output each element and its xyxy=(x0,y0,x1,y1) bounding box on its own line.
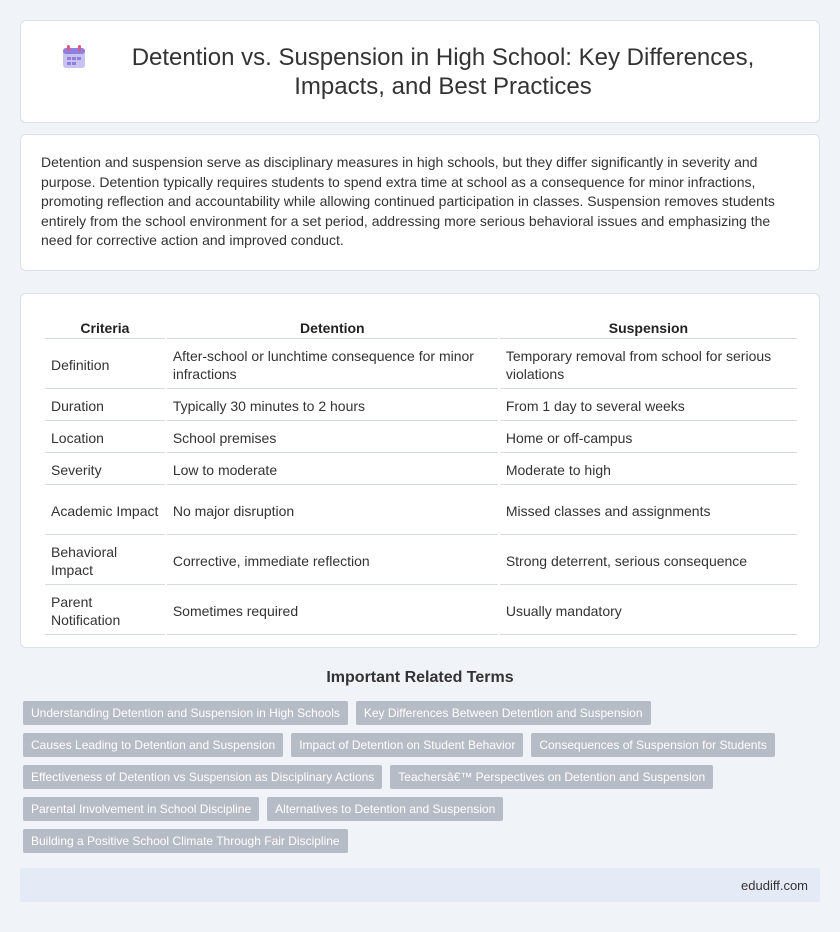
suspension-cell: Moderate to high xyxy=(500,455,797,485)
suspension-cell: Missed classes and assignments xyxy=(500,487,797,535)
related-term-tag[interactable]: Consequences of Suspension for Students xyxy=(531,733,774,757)
suspension-cell: Temporary removal from school for serious violations xyxy=(500,341,797,389)
comparison-table-card xyxy=(20,293,820,648)
criteria-cell: Duration xyxy=(45,391,165,421)
suspension-cell: Home or off-campus xyxy=(500,423,797,453)
table-header-row xyxy=(45,316,797,339)
related-term-tag[interactable]: Impact of Detention on Student Behavior xyxy=(291,733,523,757)
detention-cell: Corrective, immediate reflection xyxy=(167,537,498,585)
detention-cell: Typically 30 minutes to 2 hours xyxy=(167,391,498,421)
page-title: Detention vs. Suspension in High School: Key Differences, Impacts, and Best Practices xyxy=(131,43,755,100)
header-card xyxy=(20,20,820,123)
footer-site-link[interactable]: edudiff.com xyxy=(741,877,808,893)
related-term-tag[interactable]: Parental Involvement in School Discipline xyxy=(23,797,259,821)
table-row xyxy=(45,487,797,535)
criteria-cell: Severity xyxy=(45,455,165,485)
table-row xyxy=(45,587,797,635)
header-criteria: Criteria xyxy=(45,316,165,339)
detention-cell: After-school or lunchtime consequence for minor infractions xyxy=(167,341,498,389)
related-term-tag[interactable]: Key Differences Between Detention and Suspension xyxy=(356,701,651,725)
table-row xyxy=(45,537,797,585)
detention-cell: School premises xyxy=(167,423,498,453)
related-term-tag[interactable]: Understanding Detention and Suspension in High Schools xyxy=(23,701,348,725)
criteria-cell: Parent Notification xyxy=(45,587,165,635)
table-row xyxy=(45,455,797,485)
intro-paragraph: Detention and suspension serve as disciplinary measures in high schools, but they differ significantly in severity and purpose. Detention typically requires students to spend extra time at school as a consequence for minor infractions, promoting reflection and accountability while allowing continued participation in classes. Suspension removes students entirely from the school environment for a set period, addressing more serious behavioral issues and emphasizing the need for corrective action and improved conduct. xyxy=(41,154,775,248)
detention-cell: Sometimes required xyxy=(167,587,498,635)
related-term-tag[interactable]: Building a Positive School Climate Through Fair Discipline xyxy=(23,829,348,853)
comparison-table xyxy=(43,314,799,637)
related-term-tag[interactable]: Effectiveness of Detention vs Suspension as Disciplinary Actions xyxy=(23,765,382,789)
related-term-tag[interactable]: Teachersâ€™ Perspectives on Detention and Suspension xyxy=(390,765,713,789)
criteria-cell: Academic Impact xyxy=(45,487,165,535)
table-row xyxy=(45,341,797,389)
detention-cell: No major disruption xyxy=(167,487,498,535)
suspension-cell: Strong deterrent, serious consequence xyxy=(500,537,797,585)
criteria-cell: Definition xyxy=(45,341,165,389)
related-term-tag[interactable]: Alternatives to Detention and Suspension xyxy=(267,797,503,821)
suspension-cell: Usually mandatory xyxy=(500,587,797,635)
header-suspension: Suspension xyxy=(500,316,797,339)
criteria-cell: Location xyxy=(45,423,165,453)
related-terms-title: Important Related Terms xyxy=(326,669,514,686)
header-detention: Detention xyxy=(167,316,498,339)
calendar-icon xyxy=(61,44,87,70)
criteria-cell: Behavioral Impact xyxy=(45,537,165,585)
suspension-cell: From 1 day to several weeks xyxy=(500,391,797,421)
table-row xyxy=(45,391,797,421)
footer xyxy=(20,868,820,902)
table-row xyxy=(45,423,797,453)
detention-cell: Low to moderate xyxy=(167,455,498,485)
related-term-tag[interactable]: Causes Leading to Detention and Suspension xyxy=(23,733,283,757)
intro-card xyxy=(20,134,820,271)
related-terms-tags xyxy=(23,701,823,861)
